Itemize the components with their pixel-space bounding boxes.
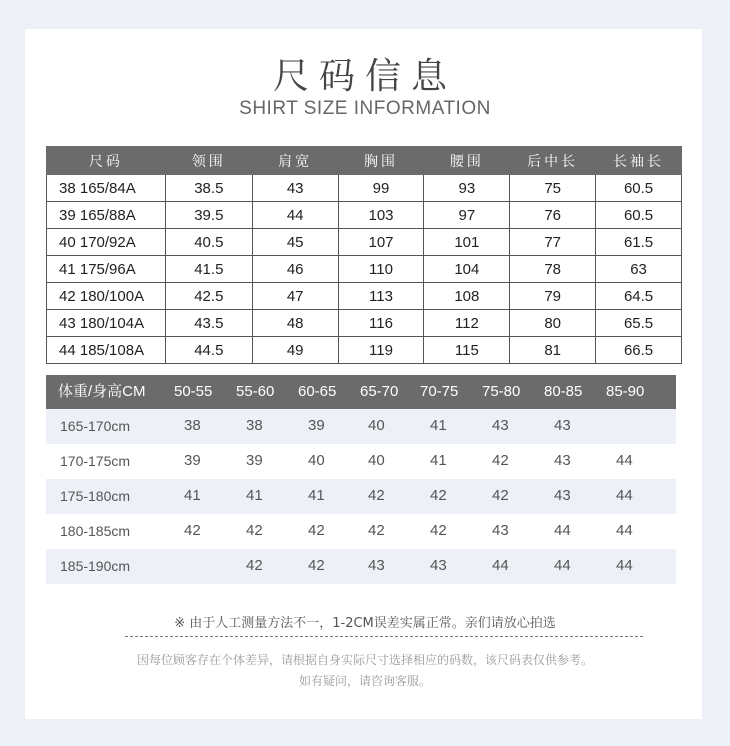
measurement-cell: 44 [252,202,338,229]
size-value-cell: 40 [368,452,385,469]
weight-col-header: 65-70 [360,383,399,400]
size-value-cell: 43 [554,417,571,434]
table-row [47,283,682,310]
measurement-cell: 44.5 [165,337,252,364]
size-value-cell: 41 [308,487,325,504]
weight-col-header: 体重/身高CM [58,383,146,400]
measurement-cell: 97 [424,202,510,229]
measurement-cell: 78 [510,256,596,283]
measurement-cell: 99 [338,175,424,202]
measurement-cell: 65.5 [596,310,682,337]
size-value-cell: 39 [308,417,325,434]
weight-col-header: 80-85 [544,383,583,400]
page-subtitle: SHIRT SIZE INFORMATION [239,98,491,119]
size-label-cell: 42 180/100A [47,283,166,310]
measurement-cell: 49 [252,337,338,364]
size-value-cell: 38 [184,417,201,434]
size-value-cell: 42 [430,522,447,539]
measurement-cell: 101 [424,229,510,256]
disclaimer-line-1: 因每位顾客存在个体差异，请根据自身实际尺寸选择相应的码数，该尺码表仅供参考。 [136,653,593,667]
page-title: 尺码信息 [272,56,457,97]
size-value-cell: 42 [368,487,385,504]
disclaimer-line-2: 如有疑问，请咨询客服。 [298,674,431,688]
measurement-cell: 43 [252,175,338,202]
table-row [46,409,676,444]
size-value-cell: 39 [184,452,201,469]
table-row [47,337,682,364]
measurement-cell: 46 [252,256,338,283]
size-label-cell: 43 180/104A [47,310,166,337]
measurement-cell: 66.5 [596,337,682,364]
measurement-cell: 104 [424,256,510,283]
weight-table-header [46,375,676,409]
measurement-cell: 119 [338,337,424,364]
weight-col-header: 55-60 [236,383,275,400]
measurement-cell: 108 [424,283,510,310]
table-row [47,256,682,283]
size-col-header: 领围 [165,147,252,175]
size-col-header: 腰围 [424,147,510,175]
size-value-cell: 41 [430,452,447,469]
table-row [47,175,682,202]
table-row [47,202,682,229]
size-label-cell: 39 165/88A [47,202,166,229]
table-row [46,444,676,479]
measurement-cell: 80 [510,310,596,337]
measurement-cell: 42.5 [165,283,252,310]
measurement-note: ※ 由于人工测量方法不一，1-2CM误差实属正常。亲们请放心拍选 [174,616,556,631]
size-value-cell: 42 [184,522,201,539]
size-value-cell: 44 [616,557,633,574]
size-value-cell: 39 [246,452,263,469]
size-value-cell: 43 [492,417,509,434]
size-value-cell: 43 [492,522,509,539]
size-value-cell: 42 [308,522,325,539]
size-value-cell: 42 [492,452,509,469]
size-value-cell: 44 [616,487,633,504]
size-label-cell: 40 170/92A [47,229,166,256]
size-label-cell: 44 185/108A [47,337,166,364]
measurement-cell: 60.5 [596,202,682,229]
measurement-cell: 48 [252,310,338,337]
size-value-cell: 41 [246,487,263,504]
size-value-cell: 40 [308,452,325,469]
size-value-cell: 43 [368,557,385,574]
size-value-cell: 42 [246,522,263,539]
height-range-cell: 165-170cm [60,418,131,434]
measurement-cell: 61.5 [596,229,682,256]
size-table-header [47,147,682,175]
measurement-cell: 79 [510,283,596,310]
measurement-cell: 115 [424,337,510,364]
measurement-cell: 41.5 [165,256,252,283]
measurement-cell: 81 [510,337,596,364]
measurement-cell: 64.5 [596,283,682,310]
size-value-cell: 42 [308,557,325,574]
table-row [46,479,676,514]
measurement-cell: 45 [252,229,338,256]
measurement-cell: 76 [510,202,596,229]
size-value-cell: 40 [368,417,385,434]
size-value-cell: 43 [554,487,571,504]
size-col-header: 胸围 [338,147,424,175]
measurement-cell: 112 [424,310,510,337]
height-range-cell: 170-175cm [60,453,131,469]
table-row [46,549,676,584]
weight-col-header: 60-65 [298,383,337,400]
measurement-cell: 43.5 [165,310,252,337]
size-label-cell: 41 175/96A [47,256,166,283]
size-value-cell: 42 [430,487,447,504]
measurement-cell: 38.5 [165,175,252,202]
dashed-divider [125,636,643,637]
measurement-cell: 113 [338,283,424,310]
size-value-cell: 44 [492,557,509,574]
height-range-cell: 185-190cm [60,558,131,574]
weight-col-header: 50-55 [174,383,213,400]
measurement-cell: 75 [510,175,596,202]
size-col-header: 长袖长 [596,147,682,175]
measurement-cell: 39.5 [165,202,252,229]
measurement-cell: 93 [424,175,510,202]
size-col-header: 尺码 [47,147,166,175]
weight-height-table [46,375,676,584]
size-value-cell: 44 [554,522,571,539]
size-value-cell: 38 [246,417,263,434]
measurement-cell: 40.5 [165,229,252,256]
measurement-cell: 103 [338,202,424,229]
measurement-cell: 107 [338,229,424,256]
size-value-cell: 42 [368,522,385,539]
height-range-cell: 180-185cm [60,523,131,539]
size-value-cell: 42 [246,557,263,574]
table-row [47,310,682,337]
size-value-cell: 44 [616,452,633,469]
weight-col-header: 85-90 [606,383,645,400]
size-value-cell: 44 [616,522,633,539]
size-table [46,146,682,364]
size-col-header: 后中长 [510,147,596,175]
measurement-cell: 116 [338,310,424,337]
size-value-cell: 43 [554,452,571,469]
measurement-cell: 60.5 [596,175,682,202]
size-col-header: 肩宽 [252,147,338,175]
height-range-cell: 175-180cm [60,488,131,504]
size-value-cell: 41 [430,417,447,434]
measurement-cell: 77 [510,229,596,256]
measurement-cell: 63 [596,256,682,283]
size-value-cell: 41 [184,487,201,504]
size-value-cell: 42 [492,487,509,504]
size-value-cell: 44 [554,557,571,574]
measurement-cell: 110 [338,256,424,283]
table-row [47,229,682,256]
weight-col-header: 75-80 [482,383,521,400]
weight-col-header: 70-75 [420,383,459,400]
measurement-cell: 47 [252,283,338,310]
table-row [46,514,676,549]
size-label-cell: 38 165/84A [47,175,166,202]
size-value-cell: 43 [430,557,447,574]
